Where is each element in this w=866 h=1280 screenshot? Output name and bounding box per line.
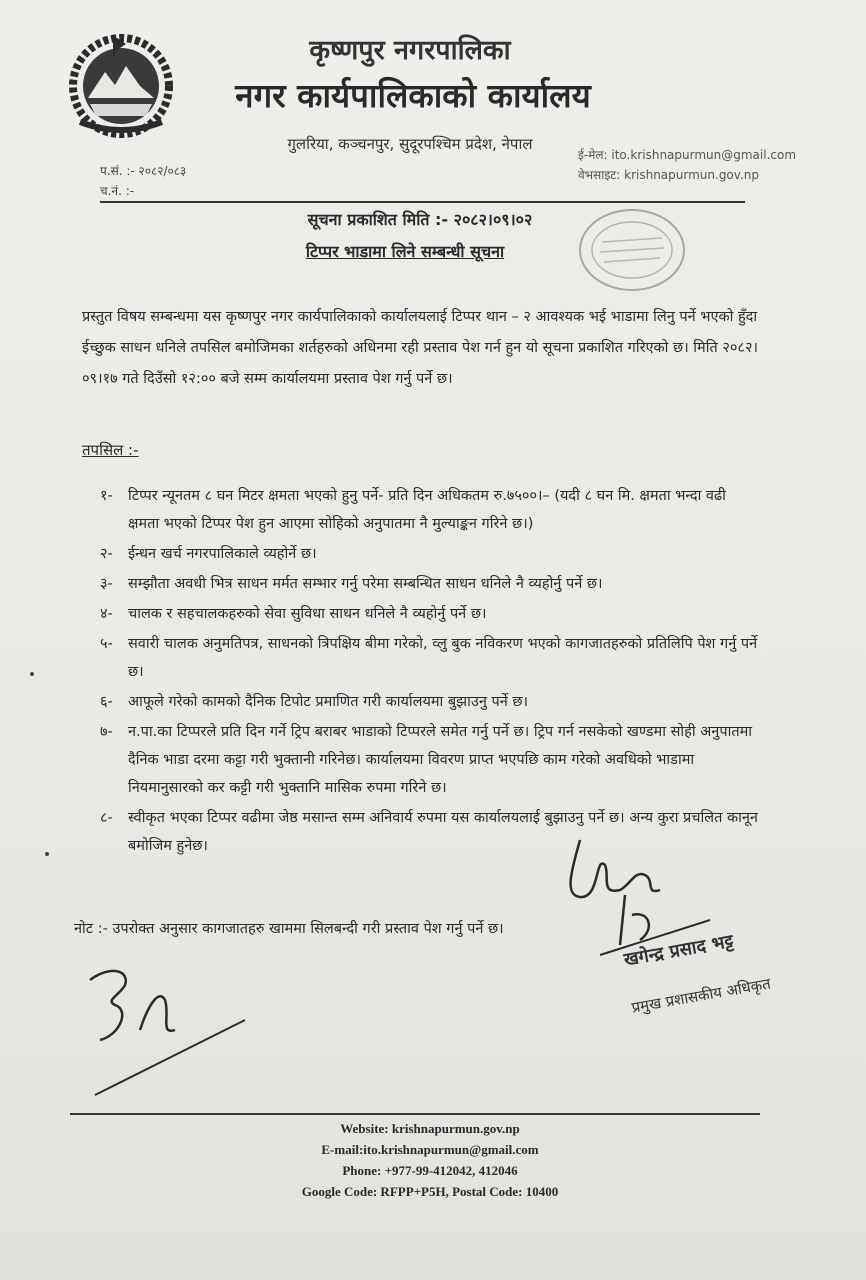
office-stamp-icon (572, 198, 692, 298)
list-item (100, 540, 760, 568)
list-item (100, 600, 760, 628)
signatory-title: प्रमुख प्रशासकीय अधिकृत (630, 974, 772, 1017)
item-text: चालक र सहचालकहरुको सेवा सुविधा साधन धनिले नै व्यहोर्नु पर्ने छ। (128, 606, 487, 622)
item-number: ४- (100, 606, 113, 622)
item-number: ७- (100, 724, 113, 740)
stray-mark (30, 672, 34, 676)
footer-divider (70, 1113, 760, 1115)
signatory-name: खगेन्द्र प्रसाद भट्ट (622, 930, 735, 971)
municipality-logo-icon (60, 30, 182, 138)
dispatch-number: च.नं. :- (100, 184, 135, 198)
footer-email: E-mail:ito.krishnapurmun@gmail.com (321, 1142, 539, 1157)
footer-contact (230, 1118, 630, 1202)
reference-number: प.सं. :- २०८२/०८३ (100, 164, 187, 178)
conditions-list (100, 482, 760, 862)
note-text: नोट :- उपरोक्त अनुसार कागजातहरु खाममा सिलबन्दी गरी प्रस्ताव पेश गर्नु पर्ने छ। (74, 921, 504, 937)
item-number: ३- (100, 576, 113, 592)
item-text: टिप्पर न्यूनतम ८ घन मिटर क्षमता भएको हुनु पर्ने- प्रति दिन अधिकतम रु.७५००।– (यदी ८ घन मि. क्षमता भन्दा वढी क्षमता भएको टिप्पर पेश हुन आएमा सोहिको अनुपातमा नै मुल्याङ्कन गरिने छ।) (128, 488, 726, 532)
tapsil-heading: तपसिल :- (82, 441, 139, 459)
stray-mark (45, 852, 49, 856)
list-item (100, 630, 760, 686)
item-number: ५- (100, 636, 113, 652)
item-number: ८- (100, 810, 113, 826)
item-text: न.पा.का टिप्परले प्रति दिन गर्ने ट्रिप बराबर भाडाको टिप्परले समेत गर्नु पर्ने छ। ट्रिप गर्न नसकेको खण्डमा सोही अनुपातमा दैनिक भाडा दरमा कट्टा गरी भुक्तानी गरिनेछ। कार्यालयमा विवरण प्राप्त भएपछि काम गरेको अवधिको भाडामा नियमानुसारको कर कट्टी गरी भुक्तानि मासिक रुपमा गरिने छ। (128, 724, 753, 796)
initials-signature-icon (80, 960, 250, 1100)
list-item (100, 570, 760, 598)
item-number: २- (100, 546, 113, 562)
item-number: १- (100, 488, 113, 504)
office-name: नगर कार्यपालिकाको कार्यालय (235, 76, 591, 115)
list-item (100, 718, 760, 802)
item-text: सम्झौता अवधी भित्र साधन मर्मत सम्भार गर्नु परेमा सम्बन्धित साधन धनिले नै व्यहोर्नु पर्ने छ। (128, 576, 603, 592)
footer-codes: Google Code: RFPP+P5H, Postal Code: 10400 (301, 1184, 559, 1199)
header-website: वेभसाइट: krishnapurmun.gov.np (578, 168, 759, 182)
intro-paragraph: प्रस्तुत विषय सम्बन्धमा यस कृष्णपुर नगर कार्यपालिकाको कार्यालयलाई टिप्पर थान – २ आवश्यक भई भाडामा लिनु पर्ने भएको हुँदा ईच्छुक साधन धनिले तपसिल बमोजिमका शर्तहरुको अधिनमा रही प्रस्ताव पेश गर्न हुन यो सूचना प्रकाशित गरिएको छ। मिति २०८२।०९।१७ गते दिउँसो १२:०० बजे सम्म कार्यालयमा प्रस्ताव पेश गर्नु पर्ने छ। (82, 309, 759, 387)
item-text: आफूले गरेको कामको दैनिक टिपोट प्रमाणित गरी कार्यालयमा बुझाउनु पर्ने छ। (128, 694, 529, 710)
item-text: सवारी चालक अनुमतिपत्र, साधनको त्रिपक्षिय बीमा गरेको, व्लु बुक नविकरण भएको कागजातहरुको प्रतिलिपि पेश गर्नु पर्ने छ। (128, 636, 758, 680)
published-date: सूचना प्रकाशित मिति :- २०८२।०९।०२ (307, 210, 533, 229)
footer-phone: Phone: +977-99-412042, 412046 (342, 1163, 518, 1178)
list-item (100, 688, 760, 716)
municipality-name: कृष्णपुर नगरपालिका (309, 35, 511, 66)
footer-website: Website: krishnapurmun.gov.np (340, 1121, 520, 1136)
list-item (100, 482, 760, 538)
item-text: स्वीकृत भएका टिप्पर वढीमा जेष्ठ मसान्त सम्म अनिवार्य रुपमा यस कार्यालयलाई बुझाउनु पर्ने छ। अन्य कुरा प्रचलित कानून बमोजिम हुनेछ। (128, 810, 758, 854)
item-number: ६- (100, 694, 113, 710)
item-text: ईन्धन खर्च नगरपालिकाले व्यहोर्ने छ। (128, 546, 317, 562)
office-address: गुलरिया, कञ्चनपुर, सुदूरपश्चिम प्रदेश, नेपाल (287, 135, 533, 153)
header-email: ई-मेल: ito.krishnapurmun@gmail.com (578, 148, 797, 162)
notice-subject: टिप्पर भाडामा लिने सम्बन्धी सूचना (305, 242, 505, 261)
